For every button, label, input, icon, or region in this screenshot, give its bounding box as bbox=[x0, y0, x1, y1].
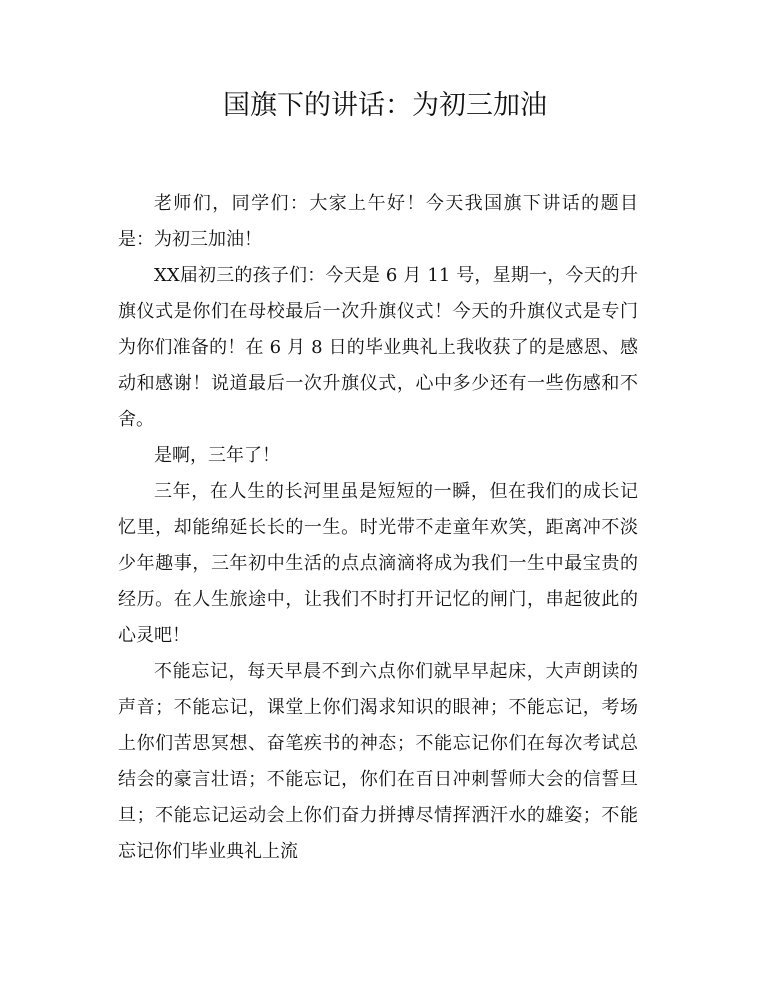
document-title: 国旗下的讲话：为初三加油 bbox=[223, 90, 547, 121]
paragraph-greeting: 老师们，同学们：大家上午好！今天我国旗下讲话的题目是：为初三加油！ bbox=[118, 193, 638, 250]
document-body bbox=[118, 186, 638, 870]
paragraph-flag-ceremony: XX届初三的孩子们：今天是 6 月 11 号，星期一，今天的升旗仪式是你们在母校最后一次升旗仪式！今天的升旗仪式是专门为你们准备的！在 6 月 8 日的毕业典礼上我收获了的是感恩、感动和感谢！说道最后一次升旗仪式，心中多少还有一些伤感和不舍。 bbox=[118, 265, 638, 430]
paragraph-cannot-forget: 不能忘记，每天早晨不到六点你们就早早起床，大声朗读的声音；不能忘记，课堂上你们渴求知识的眼神；不能忘记，考场上你们苦思冥想、奋笔疾书的神态；不能忘记你们在每次考试总结会的豪言壮语；不能忘记，你们在百日冲刺誓师大会的信誓旦旦；不能忘记运动会上你们奋力拼搏尽情挥洒汗水的雄姿；不能忘记你们毕业典礼上流 bbox=[118, 661, 638, 862]
paragraph-memories: 三年，在人生的长河里虽是短短的一瞬，但在我们的成长记忆里，却能绵延长长的一生。时光带不走童年欢笑，距离冲不淡少年趣事，三年初中生活的点点滴滴将成为我们一生中最宝贵的经历。在人生旅途中，让我们不时打开记忆的闸门，串起彼此的心灵吧！ bbox=[118, 481, 638, 646]
paragraph-three-years: 是啊，三年了！ bbox=[154, 445, 280, 466]
